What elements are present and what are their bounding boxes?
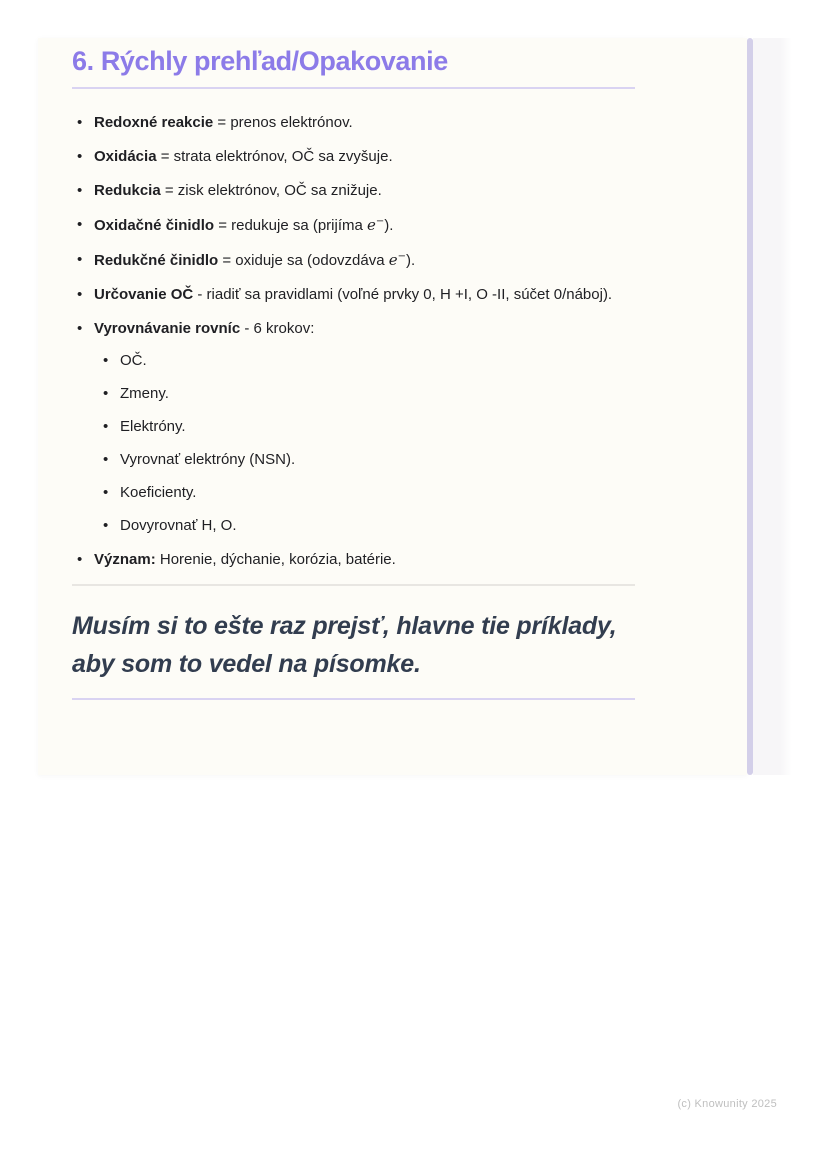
sub-list [98, 348, 635, 539]
closing-note: Musím si to ešte raz prejsť, hlavne tie príklady, aby som to vedel na písomke. [72, 612, 617, 678]
heading-underline [72, 87, 635, 89]
list-item-text: Redoxné reakcie = prenos elektrónov. [94, 114, 353, 131]
list-item [72, 282, 635, 308]
list-item [72, 144, 635, 170]
next-page-edge [753, 38, 792, 775]
sub-list-item: • OČ. [98, 348, 635, 374]
closing-note-underline [72, 698, 635, 700]
sub-list-item: • Koeficienty. [98, 480, 635, 506]
list-item-text: Význam: Horenie, dýchanie, korózia, batérie. [94, 551, 396, 568]
document-page [38, 38, 747, 775]
sub-list-item: • Elektróny. [98, 414, 635, 440]
list-item [72, 247, 635, 274]
page-scrollbar[interactable] [747, 38, 753, 775]
list-item-text: Oxidačné činidlo = redukuje sa (prijíma e−). [94, 216, 394, 234]
sub-list-item: • Dovyrovnať H, O. [98, 513, 635, 539]
list-item-text: Vyrovnávanie rovníc - 6 krokov: [94, 320, 315, 337]
section-divider [72, 584, 635, 586]
list-item-text: Oxidácia = strata elektrónov, OČ sa zvyšuje. [94, 148, 393, 165]
sub-list-item: • Zmeny. [98, 381, 635, 407]
copyright-text: (c) Knowunity 2025 [677, 1098, 777, 1110]
list-item-text: Redukcia = zisk elektrónov, OČ sa znižuje. [94, 182, 382, 199]
page-title: 6. Rýchly prehľad/Opakovanie [72, 46, 448, 76]
summary-list [72, 110, 635, 573]
page-content [72, 44, 635, 700]
list-item-text: Redukčné činidlo = oxiduje sa (odovzdáva e−). [94, 251, 416, 269]
sub-list-item: • Vyrovnať elektróny (NSN). [98, 447, 635, 473]
list-item [72, 110, 635, 136]
list-item-text: Určovanie OČ - riadiť sa pravidlami (voľné prvky 0, H +I, O -II, súčet 0/náboj). [94, 286, 613, 303]
list-item [72, 547, 635, 573]
list-item [72, 178, 635, 204]
list-item [72, 212, 635, 239]
list-item [72, 316, 635, 539]
